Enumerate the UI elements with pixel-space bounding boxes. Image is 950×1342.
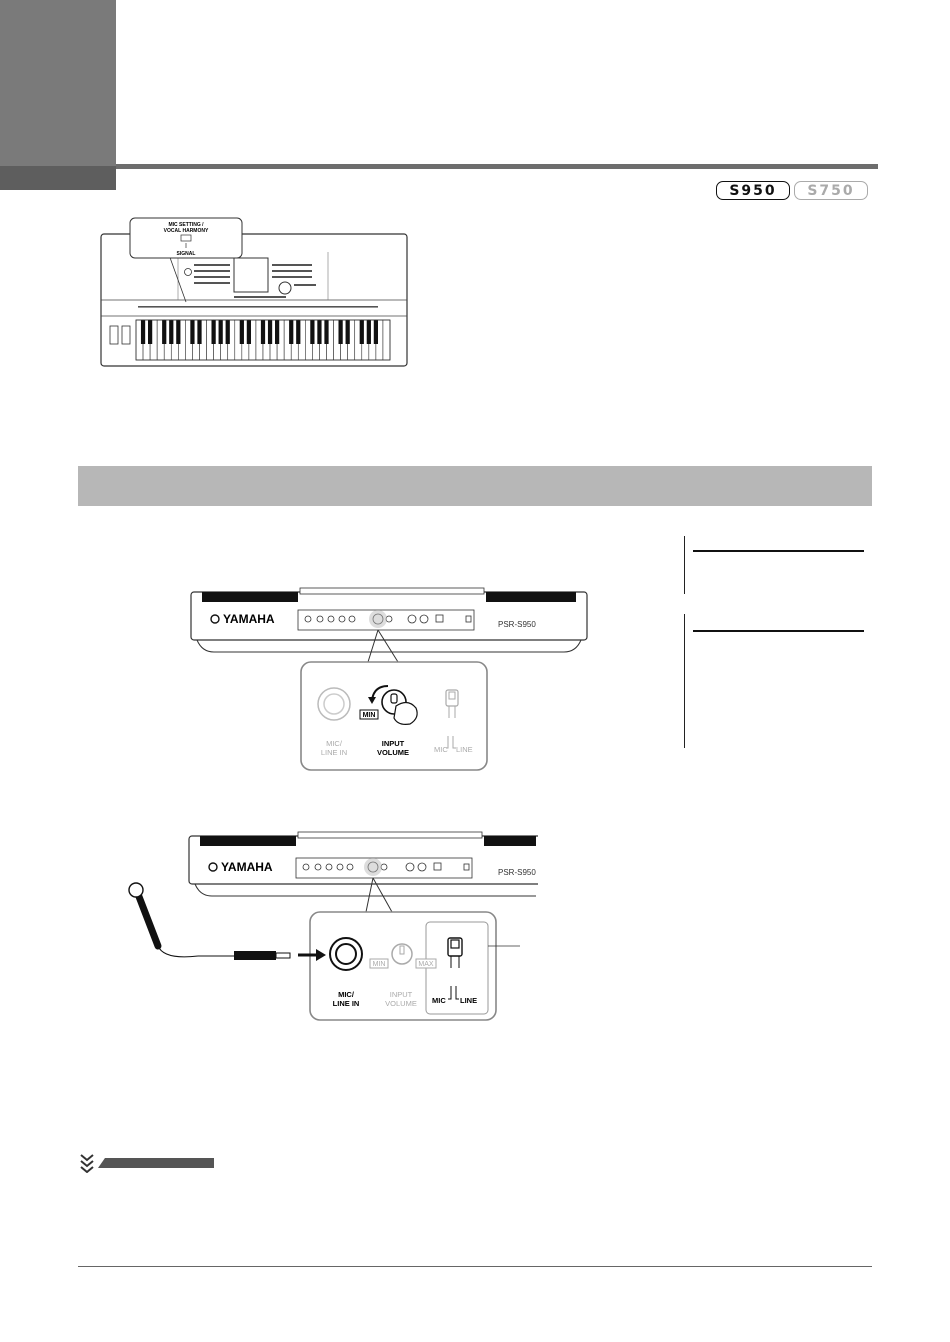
next-page-marker: [80, 1153, 214, 1173]
black-key: [219, 320, 223, 344]
fig2-model-logo: PSR-S950: [498, 868, 536, 877]
side-note-2: [684, 614, 685, 748]
black-key: [240, 320, 244, 344]
black-key: [247, 320, 251, 344]
rear-panel-figure-mic: [118, 830, 538, 1026]
black-key: [374, 320, 378, 344]
phone-plug-icon: [234, 951, 290, 960]
black-key: [211, 320, 215, 344]
model-badges: [716, 181, 868, 200]
black-key: [190, 320, 194, 344]
header-rule: [116, 164, 878, 169]
fig1-switch-mic: MIC: [434, 745, 448, 754]
next-page-arrow-icon: [80, 1153, 94, 1173]
black-key: [176, 320, 180, 344]
fig2-switch-mic: MIC: [432, 996, 446, 1005]
black-key: [338, 320, 342, 344]
next-page-bar: [98, 1158, 214, 1168]
fig1-jack-label-1: MIC/: [326, 739, 342, 748]
black-key: [360, 320, 364, 344]
chapter-tab: [0, 0, 116, 190]
microphone-icon: [129, 883, 198, 957]
black-key: [162, 320, 166, 344]
fig2-knob-label-2: VOLUME: [385, 999, 417, 1008]
black-key: [367, 320, 371, 344]
black-key: [324, 320, 328, 344]
fig2-min-label: MIN: [372, 961, 386, 968]
fig2-brand: YAMAHA: [221, 860, 273, 874]
fig1-knob-label-2: VOLUME: [376, 748, 410, 757]
section-heading-bar: [78, 466, 872, 506]
fig2-jack-label-1: MIC/: [338, 990, 354, 999]
fig1-brand: YAMAHA: [223, 612, 275, 626]
chapter-tab-lower: [0, 166, 116, 190]
black-key: [317, 320, 321, 344]
black-key: [289, 320, 293, 344]
black-key: [226, 320, 230, 344]
model-badge-s950: S950: [716, 181, 790, 200]
black-key: [268, 320, 272, 344]
white-key: [383, 320, 390, 360]
callout-signal: SIGNAL: [176, 251, 196, 257]
model-badge-s750: S750: [794, 181, 868, 200]
side-note-1: [684, 536, 685, 594]
callout-line-1: MIC SETTING /: [168, 222, 204, 228]
fig2-knob-label-1: INPUT: [389, 990, 413, 999]
black-key: [310, 320, 314, 344]
black-key: [261, 320, 265, 344]
fig1-model-logo: PSR-S950: [498, 620, 536, 629]
fig2-switch-line: LINE: [460, 996, 478, 1005]
fig1-switch-line: LINE: [456, 745, 473, 754]
fig2-jack-label-2: LINE IN: [332, 999, 360, 1008]
black-key: [148, 320, 152, 344]
black-key: [169, 320, 173, 344]
black-key: [346, 320, 350, 344]
keyboard-top-illustration: [98, 212, 412, 372]
black-key: [197, 320, 201, 344]
rear-panel-figure-volume: [190, 586, 590, 776]
footer-rule: [78, 1266, 872, 1267]
black-key: [141, 320, 145, 344]
black-key: [275, 320, 279, 344]
callout-line-2: VOCAL HARMONY: [163, 228, 209, 234]
hand-icon: [394, 702, 417, 724]
fig2-max-label: MAX: [418, 961, 434, 968]
fig1-jack-label-2: LINE IN: [320, 748, 348, 757]
black-key: [296, 320, 300, 344]
fig1-knob-label-1: INPUT: [381, 739, 405, 748]
fig1-min-label: MIN: [362, 712, 376, 719]
